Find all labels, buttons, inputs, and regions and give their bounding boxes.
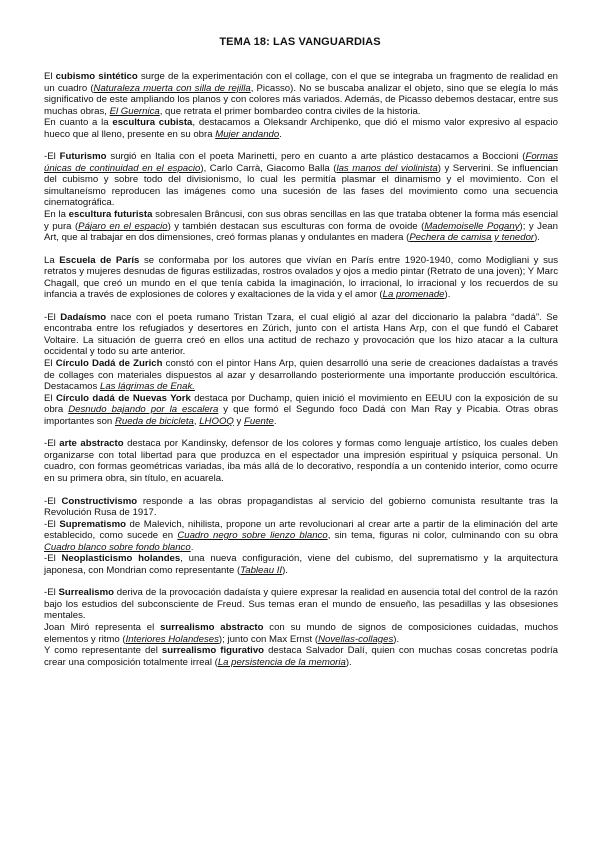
section xyxy=(44,151,558,243)
text-run: deriva de la provocación dadaísta y quiere expresar la realidad en ausencia total del control de la razón bajo los estudios del subconsciente de Freud. Sus temas eran el mundo de ensueño, las pesadillas y las obsesiones mentales. xyxy=(44,587,558,622)
text-run: El xyxy=(44,71,56,82)
text-run: destaca Salvador Dalí, quien con muchas cosas concretas podría crear una composición totalmente irreal ( xyxy=(44,645,559,668)
section xyxy=(44,496,558,577)
text-run: y xyxy=(233,415,245,427)
text-run: sobresalen Brâncusi, con sus obras sencillas en las que trataba obtener la forma más esencial y pura ( xyxy=(44,209,558,232)
paragraph xyxy=(44,209,558,244)
text-run: destaca por Duchamp, quien inició el movimiento en EEUU con la exposición de su obra xyxy=(44,392,559,416)
text-run: El xyxy=(44,392,56,404)
bold-term: surrealismo abstracto xyxy=(160,621,264,633)
text-run: ). xyxy=(534,232,540,244)
text-run: El xyxy=(44,358,56,370)
paragraph xyxy=(44,519,558,554)
artwork-title: Mujer andando xyxy=(215,128,280,140)
text-run: se conformaba por los autores que vivían en París entre 1920-1940, como Modigliani y sus retratos y mujeres desnudas de figuras estilizadas, rostros ovalados y ojos a medio pintar (Retrato de una joven); Y Marc Chagall, que creó un mundo en el que tenía cabida la imaginación, lo irracional, lo irracional y los recuerdos de su infancia a través de explosiones de colores y exaltaciones de la vida y el amor ( xyxy=(44,254,558,301)
text-run: -El xyxy=(44,311,61,323)
bold-term: surrealismo figurativo xyxy=(161,645,265,657)
paragraph xyxy=(44,553,558,576)
text-run: con su mundo de signos de composiciones cuidadas, muchos elementos y ritmo ( xyxy=(44,621,558,645)
text-run: surgió en Italia con el poeta Marinetti, pero en cuanto a arte plástico destacamos a Boccioni ( xyxy=(106,151,526,163)
section xyxy=(44,587,558,668)
bold-term: escultura futurista xyxy=(68,209,153,221)
paragraph xyxy=(44,496,558,519)
bold-term: escultura cubista xyxy=(112,117,193,129)
text-run: , una nueva configuración, viene del cubismo, del suprematismo y la arquitectura japonesa, con Mondrian como representante ( xyxy=(44,553,559,576)
bold-term: Surrealismo xyxy=(58,587,114,599)
artwork-title: Pájaro en el espacio xyxy=(78,220,168,232)
paragraph xyxy=(44,151,558,209)
paragraph xyxy=(44,71,558,117)
artwork-title: Fuente xyxy=(244,415,274,427)
bold-term: Neoplasticismo holandes xyxy=(61,553,181,565)
text-run: -El xyxy=(44,518,60,530)
artwork-title: Rueda de bicicleta xyxy=(114,415,194,427)
text-run: -El xyxy=(44,587,59,599)
text-run: y que formó el Segundo foco Dadá con Man Ray y Picabia. Otras obras importantes son xyxy=(44,404,559,427)
section xyxy=(44,71,558,140)
text-run: Joan Miró representa el xyxy=(44,621,161,633)
paragraph xyxy=(44,645,558,668)
bold-term: Suprematismo xyxy=(59,518,126,530)
paragraph xyxy=(44,393,558,428)
bold-term: cubismo sintético xyxy=(55,71,138,82)
artwork-title: Cuadro negro sobre lienzo blanco xyxy=(177,530,328,542)
artwork-title: Tableau II xyxy=(240,564,283,576)
section-gap xyxy=(44,140,558,151)
paragraph xyxy=(44,312,558,358)
paragraph xyxy=(44,438,558,484)
bold-term: arte abstracto xyxy=(59,438,124,450)
text-run: ). xyxy=(393,633,400,645)
text-run: responde a las obras propagandistas al servicio del gobierno comunista resultante tras la Revolución Rusa de 1917. xyxy=(44,495,558,519)
text-run: ); junto con Max Ernst ( xyxy=(218,633,319,645)
bold-term: Constructivismo xyxy=(61,495,138,507)
bold-term: Escuela de París xyxy=(59,254,140,266)
artwork-title: Mademoiselle Pogany xyxy=(424,220,520,232)
section-gap xyxy=(44,301,558,312)
text-run: -El xyxy=(44,495,62,507)
artwork-title: El Guernica xyxy=(109,105,160,117)
text-run: destaca por Kandinsky, defensor de los colores y formas como lenguaje artístico, los cuales deben organizarse con total libertad para que produzca en el espectador una impresión espiritual y psíquica personal. Un cuadro, con formas geométricas variadas, iba más allá de lo decorativo, respondía a un contenido interior, como ocurre en su primera obra, sin título, en acuarela. xyxy=(44,438,558,484)
artwork-title: La persistencia de la memoria xyxy=(217,656,346,668)
bold-term: Círculo Dadá de Zurich xyxy=(55,358,163,370)
text-run: , destacamos a Oleksandr Archipenko, que dió el mismo valor expresivo al espacio hueco que al lleno, presente en su obra xyxy=(44,117,558,140)
paragraph xyxy=(44,117,558,140)
bold-term: Futurismo xyxy=(59,151,107,163)
artwork-title: las manos del violinista xyxy=(336,162,438,174)
text-run: La xyxy=(44,254,60,266)
text-run: surge de la experimentación con el collage, con el que se integraba un fragmento de realidad en un cuadro ( xyxy=(44,71,558,94)
text-run: Y como representante del xyxy=(44,645,162,657)
text-run: En cuanto a la xyxy=(44,117,113,129)
text-run: -El xyxy=(44,553,62,565)
text-run: de Malevich, nihilista, propone un arte revolucionari al crear arte a partir de la eliminación del arte establecido, como sucede en xyxy=(44,518,559,542)
section xyxy=(44,438,558,484)
artwork-title: Interiores Holandeses xyxy=(125,633,219,645)
text-run: ). xyxy=(282,564,288,576)
text-run: . xyxy=(279,128,282,140)
text-run: . xyxy=(190,541,194,553)
text-run: , sin tema, figuras ni color, culminando con su obra xyxy=(327,530,558,542)
artwork-title: Novellas-collages xyxy=(318,633,394,645)
text-run: , xyxy=(193,415,200,427)
text-run: constó con el pintor Hans Arp, quien desarrolló una serie de creaciones dadaístas a través de collages con materiales dispuestos al azar y desarrollando posteriormente una importante producción escultórica. Destacamos xyxy=(44,358,558,393)
section xyxy=(44,312,558,427)
paragraph xyxy=(44,358,558,393)
text-run: En la xyxy=(44,209,69,221)
artwork-title: Naturaleza muerta con silla de rejilla xyxy=(93,82,251,94)
text-run: ) y Serverini. Se influencian del cubismo y sobre todo del divisionismo, lo cual les permitía plasmar el dinamismo y el movimiento. Con el simultaneísmo reproducen las imágenes como una sucesión de las fases del movimiento como una secuencia cinematográfica. xyxy=(44,162,559,209)
bold-term: Dadaísmo xyxy=(60,311,107,323)
text-run: -El xyxy=(44,438,60,450)
text-run: . xyxy=(273,415,277,427)
text-run: , que retrata el primer bombardeo contra civiles de la historia. xyxy=(159,105,421,117)
artwork-title: LHOOQ xyxy=(199,415,234,427)
section-gap xyxy=(44,427,558,438)
text-run: -El xyxy=(44,151,60,163)
paragraph xyxy=(44,255,558,301)
text-run: nace con el poeta rumano Tristan Tzara, el cual eligió al azar del diccionario la palabra “dadá”. Se encontraba entre los refugiados y desertores en Zúrich, junto con el artista Hans Arp, con el que fundó el Cabaret Voltaire. La situación de guerra creó en ellos una actitud de rechazo y provocación que los hizo atacar a la cultura occidental y todo su arte anterior. xyxy=(44,311,558,358)
page-title: TEMA 18: LAS VANGUARDIAS xyxy=(219,36,381,48)
text-run: ). xyxy=(444,289,451,301)
bold-term: Círculo dadá de Nuevas York xyxy=(55,392,191,404)
paragraph xyxy=(44,622,558,645)
section-gap xyxy=(44,576,558,587)
artwork-title: La promenade xyxy=(382,289,445,301)
text-run: ). xyxy=(345,656,352,668)
section xyxy=(44,255,558,301)
artwork-title: Pechera de camisa y tenedor xyxy=(409,232,535,244)
text-run: ); y Jean Art, que al trabajar en dos dimensiones, creó formas planas y ondulantes en madera ( xyxy=(44,220,558,244)
text-run: ), Carlo Carrà, Giacomo Balla ( xyxy=(200,162,337,174)
artwork-title: Desnudo bajando por la escalera xyxy=(68,404,219,416)
document-body xyxy=(44,71,558,668)
section-gap xyxy=(44,244,558,255)
artwork-title: Cuadro blanco sobre fondo blanco xyxy=(44,541,191,553)
paragraph xyxy=(44,587,558,622)
text-run: ) y también destacan sus esculturas con forma de ovoide ( xyxy=(167,220,425,232)
artwork-title: Las lágrimas de Enak. xyxy=(99,381,195,393)
section-gap xyxy=(44,485,558,496)
artwork-title: Formas únicas de continuidad en el espacio xyxy=(44,151,558,174)
text-run: , Picasso). No se buscaba analizar el objeto, sino que se elegía lo más significativo de este ampliando los planos y con colores más variados. Además, de Picasso debemos destacar, entre sus muchas obras, xyxy=(44,82,559,117)
